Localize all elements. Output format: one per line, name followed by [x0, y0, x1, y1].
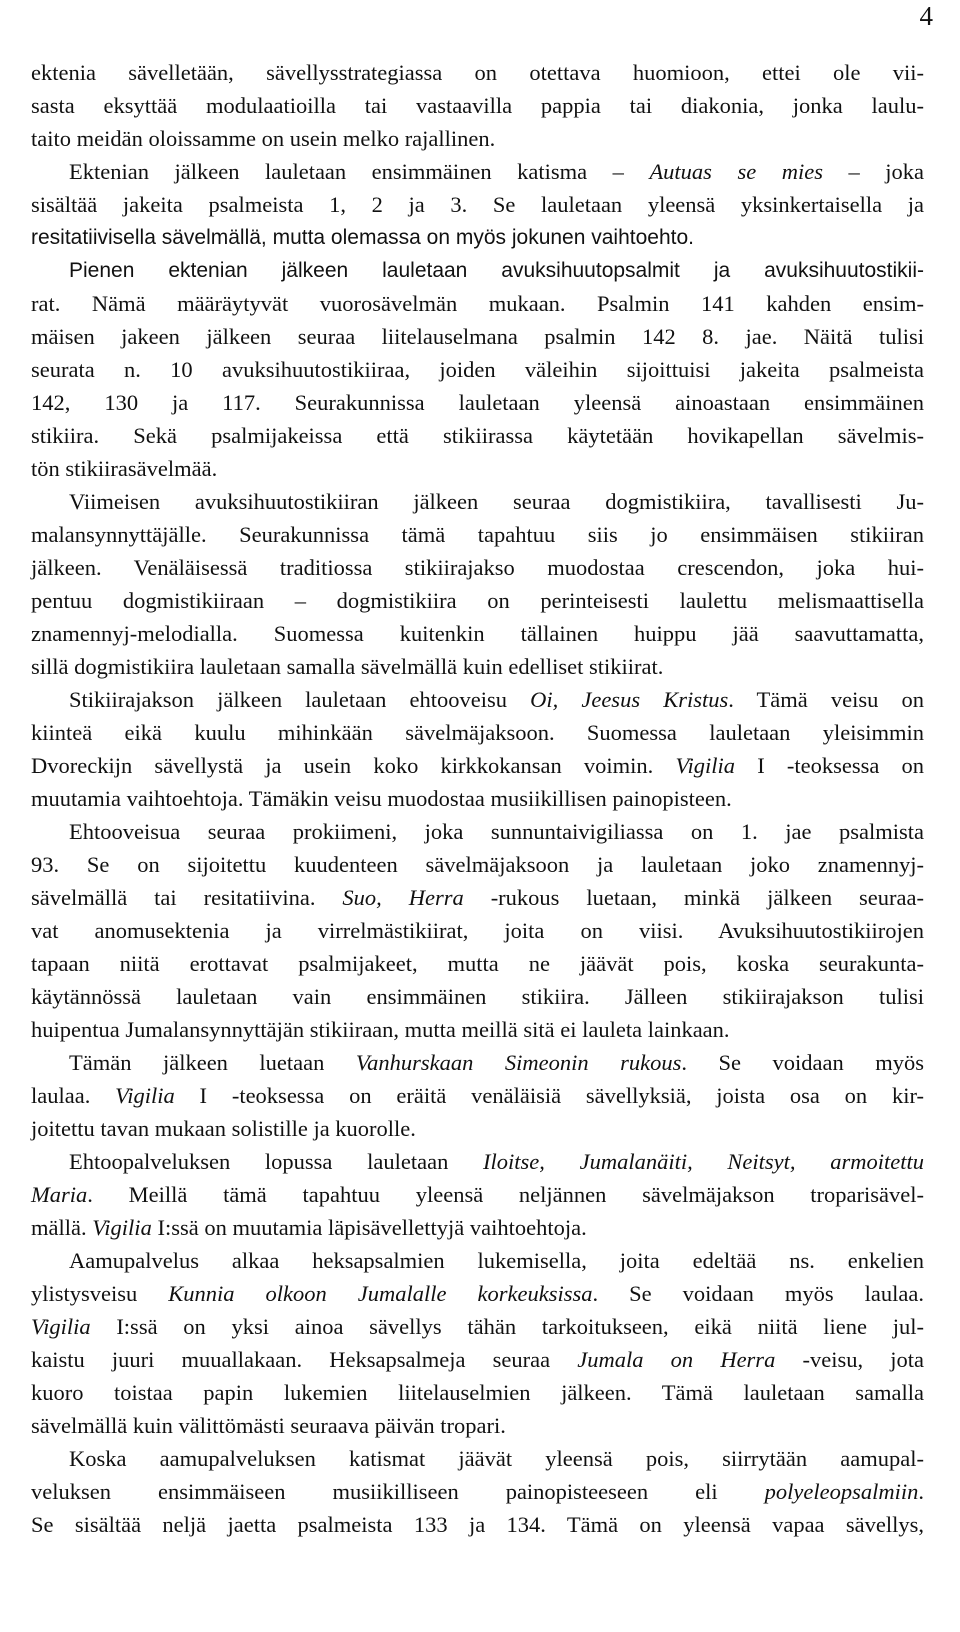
text-span: Stikiirajakson jälkeen lauletaan ehtooveisu — [69, 687, 531, 712]
text-span: I -teoksessa on — [735, 753, 924, 778]
text-span: . Meillä tämä tapahtuu yleensä neljännen sävelmäjakson troparisävel- — [87, 1182, 924, 1207]
text-line — [31, 1310, 924, 1343]
italic-phrase: Vigilia — [675, 753, 736, 778]
text-span: Tämän jälkeen luetaan — [69, 1050, 356, 1075]
text-line: stikiira. Sekä psalmijakeissa että stikiirassa käytetään hovikapellan sävelmis- — [31, 423, 924, 448]
italic-phrase: polyeleopsalmiin — [764, 1479, 919, 1504]
text-line: tön stikiirasävelmää. — [31, 456, 218, 481]
text-line: malansynnyttäjälle. Seurakunnissa tämä tapahtuu siis jo ensimmäisen stikiiran — [31, 522, 924, 547]
text-span: veluksen ensimmäiseen musiikilliseen painopisteeseen eli — [31, 1479, 765, 1504]
text-line: 142, 130 ja 117. Seurakunnissa lauletaan yleensä ainoastaan ensimmäinen — [31, 390, 924, 415]
text-line: resitatiivisella sävelmällä, mutta olemassa on myös jokunen vaihtoehto. — [31, 226, 694, 249]
text-line: ektenia sävelletään, sävellysstrategiassa on otettava huomioon, ettei ole vii- — [31, 60, 924, 85]
italic-phrase: Vanhurskaan Simeonin rukous — [355, 1050, 682, 1075]
italic-phrase: Vigilia — [92, 1215, 152, 1240]
text-line: kuoro toistaa papin lukemien liitelauselmien jälkeen. Tämä lauletaan samalla — [31, 1380, 924, 1405]
italic-phrase: Maria — [31, 1182, 88, 1207]
text-line: mäisen jakeen jälkeen seuraa liitelauselmana psalmin 142 8. jae. Näitä tulisi — [31, 324, 924, 349]
text-line: sävelmällä kuin välittömästi seuraava päivän tropari. — [31, 1413, 506, 1438]
text-line: Se sisältää neljä jaetta psalmeista 133 ja 134. Tämä on yleensä vapaa sävellys, — [31, 1512, 924, 1537]
italic-phrase: Vigilia — [31, 1314, 91, 1339]
text-span: . Tämä veisu on — [728, 687, 924, 712]
text-line — [31, 155, 924, 188]
body-text — [31, 56, 924, 1541]
text-line: joitettu tavan mukaan solistille ja kuorolle. — [31, 1116, 416, 1141]
text-span: – joka — [822, 159, 924, 184]
text-line: tapaan niitä erottavat psalmijakeet, mutta ne jäävät pois, koska seurakunta- — [31, 951, 924, 976]
text-span: . — [918, 1479, 924, 1504]
text-line — [31, 1079, 924, 1112]
text-line — [31, 1475, 924, 1508]
italic-phrase: Jumala on Herra — [577, 1347, 776, 1372]
text-line — [31, 881, 924, 914]
text-line: kiinteä eikä kuulu mihinkään sävelmäjaksoon. Suomessa lauletaan yleisimmin — [31, 720, 924, 745]
text-line — [31, 749, 924, 782]
page-number: 4 — [919, 1, 933, 31]
text-line: sillä dogmistikiira lauletaan samalla sävelmällä kuin edelliset stikiirat. — [31, 654, 664, 679]
text-span: laulaa. — [31, 1083, 116, 1108]
text-line — [31, 1046, 924, 1079]
text-line: znamennyj-melodialla. Suomessa kuitenkin tällainen huippu jää saavuttamatta, — [31, 621, 924, 646]
text-line: seurata n. 10 avuksihuutostikiiraa, joiden väleihin sijoittuisi jakeita psalmeista — [31, 357, 924, 382]
text-span: Dvoreckijn sävellystä ja usein koko kirkkokansan voimin. — [31, 753, 676, 778]
text-line: rat. Nämä määräytyvät vuorosävelmän mukaan. Psalmin 141 kahden ensim- — [31, 291, 924, 316]
text-line: vat anomusektenia ja virrelmästikiirat, joita on viisi. Avuksihuutostikiirojen — [31, 918, 924, 943]
text-line — [31, 1211, 924, 1244]
italic-phrase: Autuas se mies — [649, 159, 823, 184]
italic-phrase: Vigilia — [115, 1083, 175, 1108]
text-span: sävelmällä tai resitatiivina. — [31, 885, 343, 910]
text-line — [31, 1343, 924, 1376]
italic-phrase: Oi, Jeesus Kristus — [530, 687, 729, 712]
text-line — [31, 683, 924, 716]
text-line: pentuu dogmistikiiraan – dogmistikiira on perinteisesti laulettu melismaattisella — [31, 588, 924, 613]
text-line: Aamupalvelus alkaa heksapsalmien lukemisella, joita edeltää ns. enkelien — [69, 1248, 924, 1273]
text-line: sisältää jakeita psalmeista 1, 2 ja 3. Se lauletaan yleensä yksinkertaisella ja — [31, 192, 924, 217]
italic-phrase: Iloitse, Jumalanäiti, Neitsyt, armoitettu — [483, 1149, 924, 1174]
text-line: taito meidän oloissamme on usein melko rajallinen. — [31, 126, 496, 151]
italic-phrase: Suo, Herra — [342, 885, 464, 910]
text-span: ylistysveisu — [31, 1281, 169, 1306]
text-span: mällä. — [31, 1215, 93, 1240]
text-line: huipentua Jumalansynnyttäjän stikiiraan, mutta meillä sitä ei lauleta lainkaan. — [31, 1017, 730, 1042]
text-span: -rukous luetaan, minkä jälkeen seuraa- — [463, 885, 924, 910]
text-line: sasta eksyttää modulaatioilla tai vastaavilla pappia tai diakonia, jonka laulu- — [31, 93, 924, 118]
italic-phrase: Kunnia olkoon Jumalalle korkeuksissa — [168, 1281, 593, 1306]
text-span: Ehtoopalveluksen lopussa lauletaan — [69, 1149, 484, 1174]
text-line: Koska aamupalveluksen katismat jäävät yleensä pois, siirrytään aamupal- — [69, 1446, 924, 1471]
text-span: I -teoksessa on eräitä venäläisiä sävellyksiä, joista osa on kir- — [174, 1083, 924, 1108]
text-span: I:ssä on muutamia läpisävellettyjä vaihtoehtoja. — [151, 1215, 587, 1240]
text-line: jälkeen. Venäläisessä traditiossa stikiirajakso muodostaa crescendon, joka hui- — [31, 555, 924, 580]
text-line: Ehtooveisua seuraa prokiimeni, joka sunnuntaivigiliassa on 1. jae psalmista — [69, 819, 924, 844]
text-line — [31, 1277, 924, 1310]
text-line: 93. Se on sijoitettu kuudenteen sävelmäjaksoon ja lauletaan joko znamennyj- — [31, 852, 924, 877]
text-span: Ektenian jälkeen lauletaan ensimmäinen katisma – — [69, 159, 650, 184]
text-span: . Se voidaan myös — [681, 1050, 924, 1075]
text-line — [31, 1178, 924, 1211]
text-line: muutamia vaihtoehtoja. Tämäkin veisu muodostaa musiikillisen painopisteen. — [31, 786, 732, 811]
text-span: -veisu, jota — [775, 1347, 924, 1372]
text-span: . Se voidaan myös laulaa. — [592, 1281, 924, 1306]
text-line: Pienen ektenian jälkeen lauletaan avuksihuutopsalmit ja avuksihuutostikii- — [69, 259, 924, 282]
text-span: I:ssä on yksi ainoa sävellys tähän tarkoitukseen, eikä niitä liene jul- — [90, 1314, 924, 1339]
text-line — [31, 1145, 924, 1178]
text-span: kaistu juuri muuallakaan. Heksapsalmeja seuraa — [31, 1347, 578, 1372]
text-line: käytännössä lauletaan vain ensimmäinen stikiira. Jälleen stikiirajakson tulisi — [31, 984, 924, 1009]
text-line: Viimeisen avuksihuutostikiiran jälkeen seuraa dogmistikiira, tavallisesti Ju- — [69, 489, 924, 514]
